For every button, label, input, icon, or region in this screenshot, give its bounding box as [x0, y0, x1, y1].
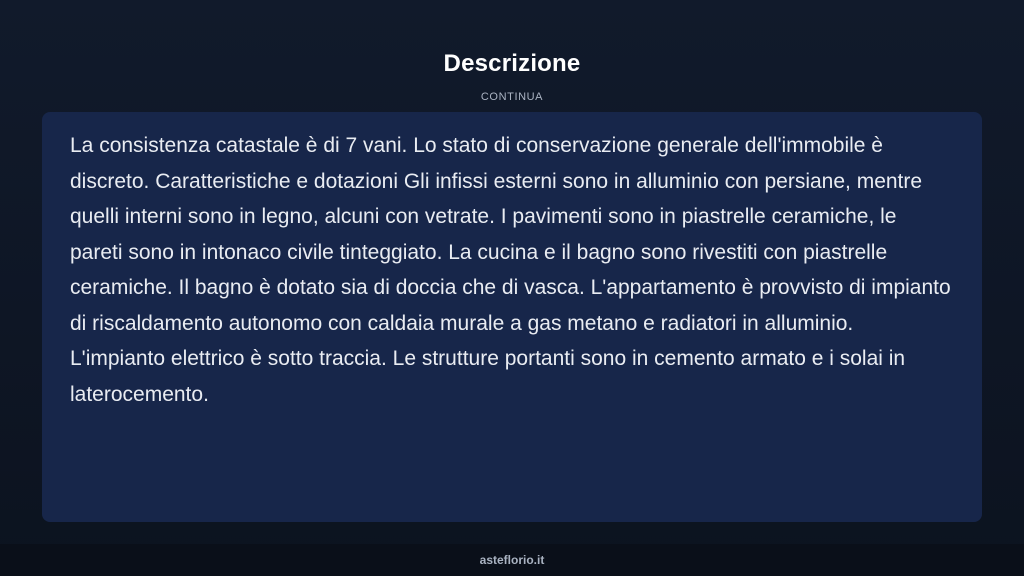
page-title: Descrizione [443, 50, 581, 77]
footer-site-label: asteflorio.it [479, 553, 545, 567]
footer-bar [0, 544, 1024, 576]
description-text: La consistenza catastale è di 7 vani. Lo stato di conservazione generale dell'immobile è discreto. Caratteristiche e dotazioni Gli infissi esterni sono in alluminio con persiane, mentre quelli interni sono in legno, alcuni con vetrate. I pavimenti sono in piastrelle ceramiche, le pareti sono in intonaco civile tinteggiato. La cucina e il bagno sono rivestiti con piastrelle ceramiche. Il bagno è dotato sia di doccia che di vasca. L'appartamento è provvisto di impianto di riscaldamento autonomo con caldaia murale a gas metano e radiatori in alluminio. L'impianto elettrico è sotto traccia. Le strutture portanti sono in cemento armato e i solai in laterocemento. [70, 134, 951, 406]
description-card [42, 112, 982, 522]
page-subtitle: CONTINUA [480, 91, 544, 103]
